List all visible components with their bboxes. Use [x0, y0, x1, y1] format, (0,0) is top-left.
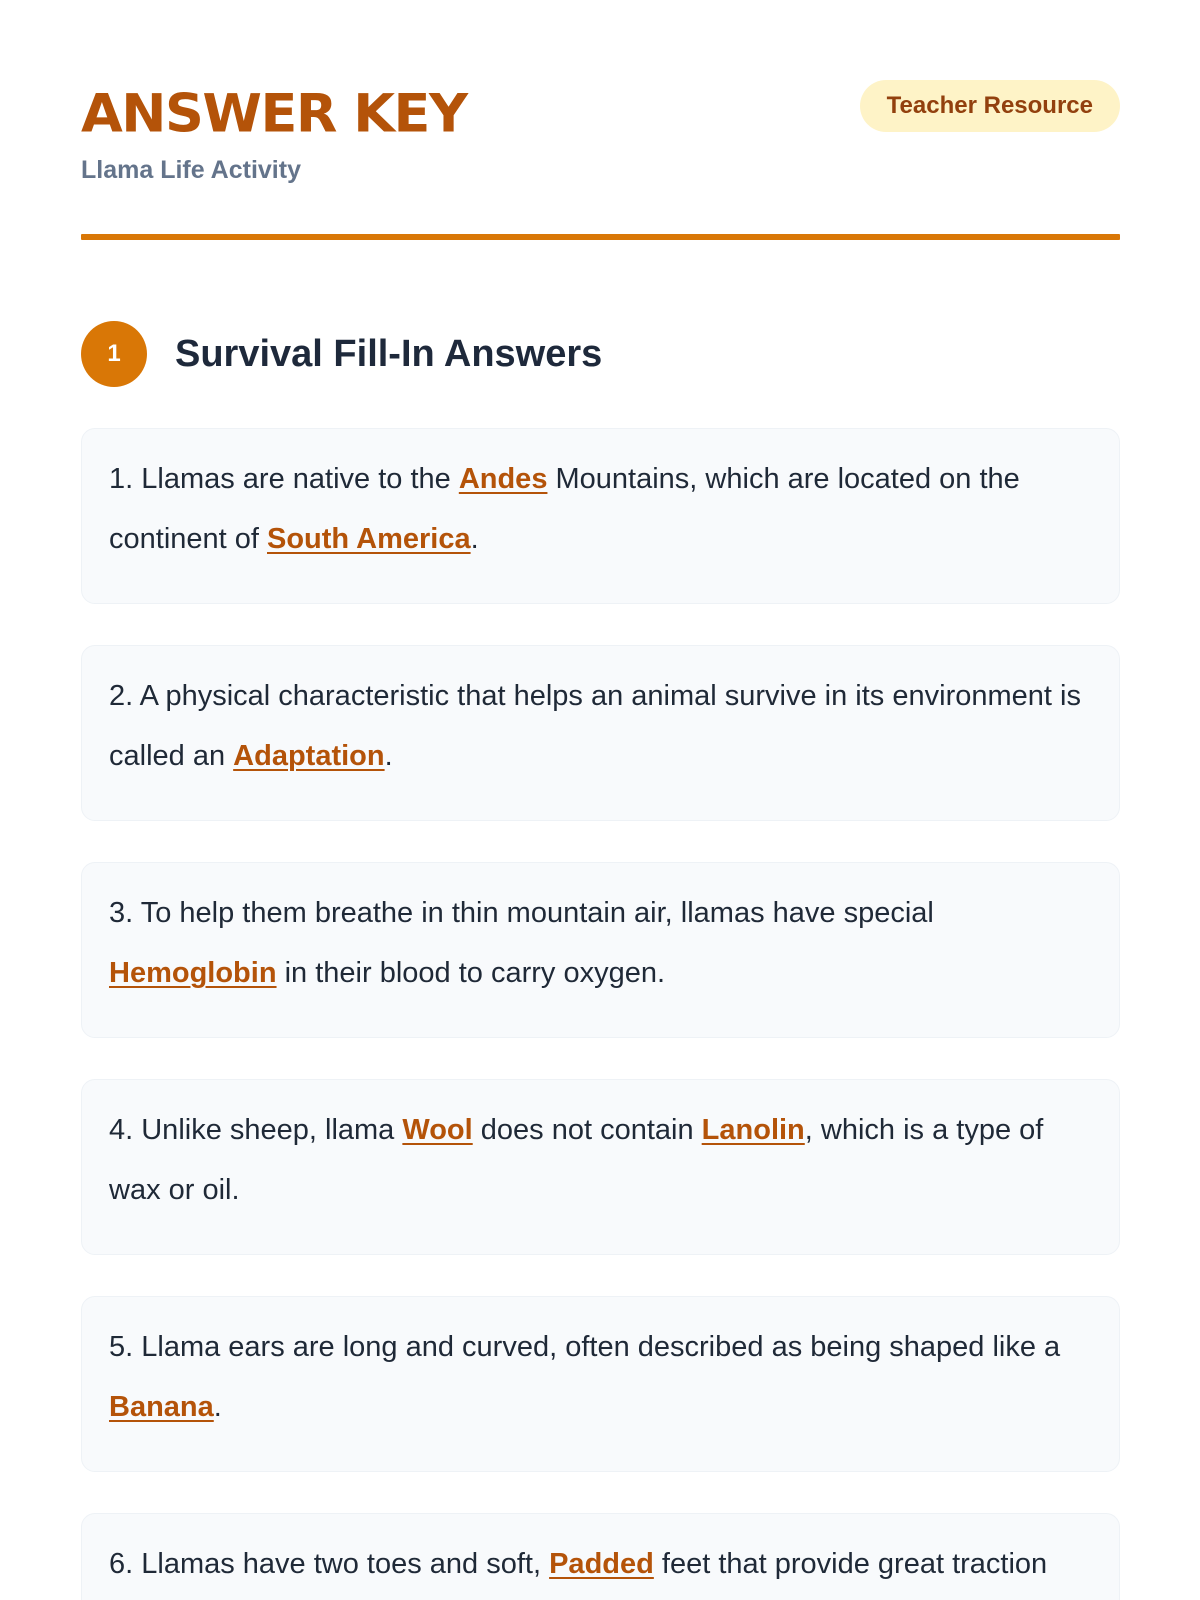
answer-hemoglobin: Hemoglobin [109, 957, 277, 989]
question-card-1 [81, 428, 1120, 604]
answer-key-page [81, 0, 1120, 1600]
question-text: 5. Llama ears are long and curved, often described as being shaped like a [109, 1331, 1061, 1363]
section-header [81, 321, 1120, 387]
question-list [81, 428, 1120, 1600]
question-card-5 [81, 1296, 1120, 1472]
question-text: in their blood to carry oxygen. [276, 957, 666, 989]
answer-adaptation: Adaptation [233, 740, 385, 772]
question-text: does not contain [472, 1114, 702, 1146]
question-text: 3. To help them breathe in thin mountain air, llamas have special [109, 897, 934, 929]
answer-lanolin: Lanolin [701, 1114, 805, 1146]
page-subtitle: Llama Life Activity [81, 156, 301, 184]
question-text: 2. A physical characteristic that helps an animal survive in its environment is called an [109, 680, 1081, 772]
question-text: . [384, 740, 393, 772]
answer-wool: Wool [402, 1114, 473, 1146]
section-title: Survival Fill-In Answers [175, 333, 603, 375]
page-title: ANSWER KEY [81, 82, 467, 145]
question-card-4 [81, 1079, 1120, 1255]
question-card-2 [81, 645, 1120, 821]
question-text: 6. Llamas have two toes and soft, [109, 1548, 550, 1580]
question-text: 4. Unlike sheep, llama [109, 1114, 403, 1146]
question-text: . [213, 1391, 222, 1423]
question-text: . [470, 523, 479, 555]
question-text: feet that provide great traction [653, 1548, 1048, 1580]
question-text: , which is a type of wax or oil. [109, 1114, 1044, 1206]
answer-banana: Banana [109, 1391, 214, 1423]
question-card-6 [81, 1513, 1120, 1600]
teacher-resource-badge: Teacher Resource [860, 80, 1120, 132]
answer-andes: Andes [458, 463, 548, 495]
answer-south-america: South America [267, 523, 471, 555]
question-card-3 [81, 862, 1120, 1038]
answer-padded: Padded [549, 1548, 654, 1580]
question-text: 1. Llamas are native to the [109, 463, 459, 495]
header [81, 78, 1120, 198]
section-number-badge: 1 [81, 321, 147, 387]
question-text: Mountains, which are located on the continent of [109, 463, 1020, 555]
header-divider [81, 234, 1120, 240]
